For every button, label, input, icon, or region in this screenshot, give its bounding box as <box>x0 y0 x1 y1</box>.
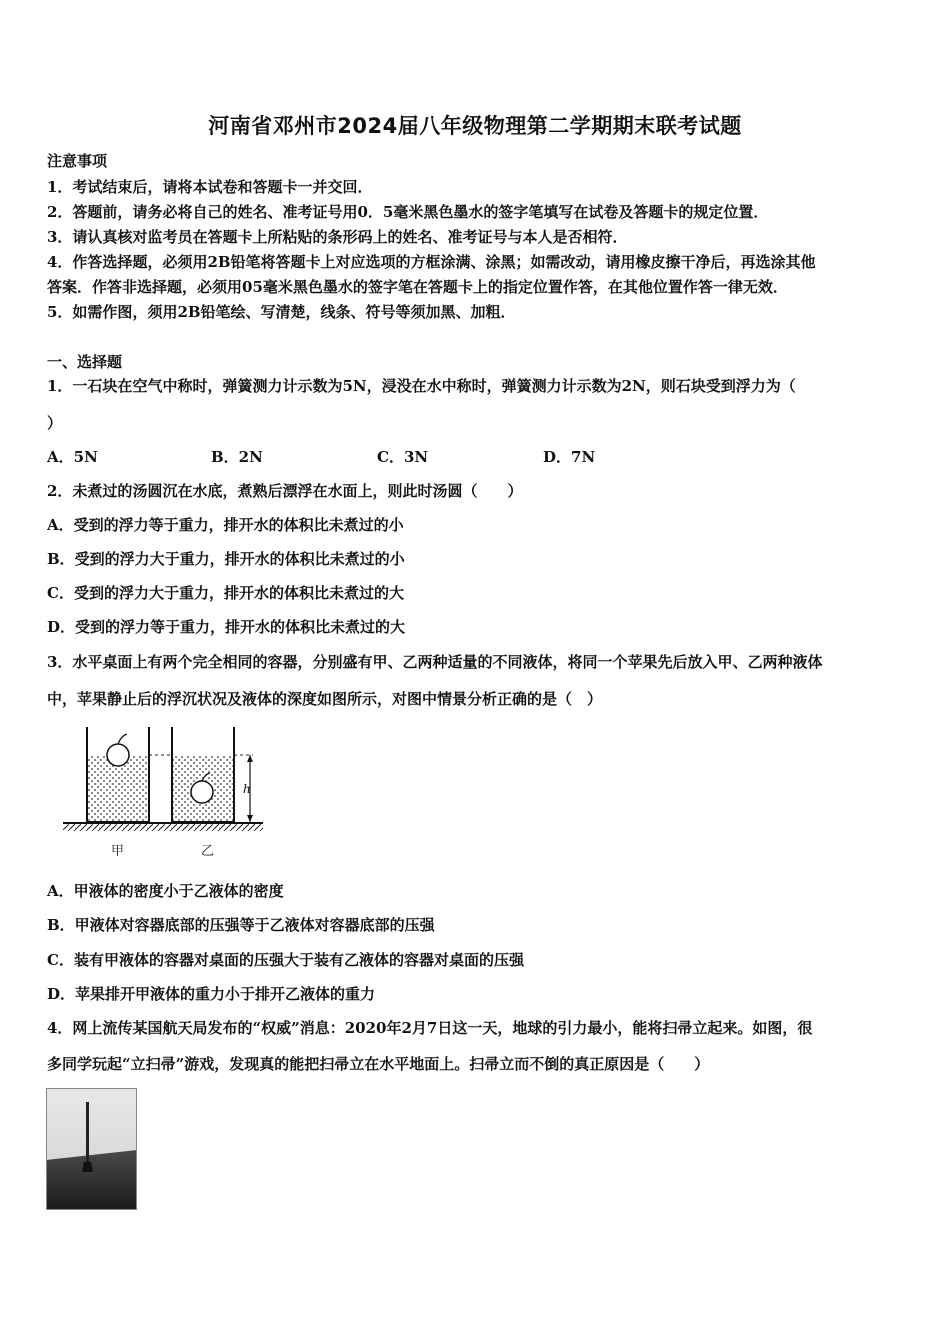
apple-suspended <box>191 781 213 803</box>
notice-item: 5．如需作图，须用2B铅笔绘、写清楚，线条、符号等须加黑、加粗． <box>47 303 516 321</box>
q1-option-d: D．7N <box>543 448 596 466</box>
q4-broom-photo <box>46 1088 137 1210</box>
page-title: 河南省邓州市2024届八年级物理第二学期期末联考试题 <box>208 114 742 138</box>
q3-containers-figure <box>45 722 275 862</box>
q2-option-d: D．受到的浮力等于重力，排开水的体积比未煮过的大 <box>47 618 406 636</box>
q3-stem: 3．水平桌面上有两个完全相同的容器，分别盛有甲、乙两种适量的不同液体，将同一个苹果先后放入甲、乙两种液体 <box>47 653 823 671</box>
table-surface <box>63 824 263 831</box>
notice-item: 2．答题前，请务必将自己的姓名、准考证号用0．5毫米黑色墨水的签字笔填写在试卷及答题卡的规定位置． <box>47 203 769 221</box>
q2-option-c: C．受到的浮力大于重力，排开水的体积比未煮过的大 <box>47 584 404 602</box>
label-yi: 乙 <box>201 844 215 859</box>
q3-option-a: A．甲液体的密度小于乙液体的密度 <box>47 882 284 900</box>
q1-option-c: C．3N <box>377 448 429 466</box>
notice-heading: 注意事项 <box>47 152 108 170</box>
depth-label: h <box>243 782 251 796</box>
notice-item: 3．请认真核对监考员在答题卡上所粘贴的条形码上的姓名、准考证号与本人是否相符． <box>47 228 628 246</box>
q4-stem-cont: 多同学玩起“立扫帚”游戏，发现真的能把扫帚立在水平地面上。扫帚立而不倒的真正原因是（ ） <box>47 1055 710 1073</box>
label-jia: 甲 <box>111 844 125 859</box>
q4-stem: 4．网上流传某国航天局发布的“权威”消息：2020年2月7日这一天，地球的引力最小，能将扫帚立起来。如图，很 <box>47 1019 813 1037</box>
q2-option-b: B．受到的浮力大于重力，排开水的体积比未煮过的小 <box>47 550 405 568</box>
q3-option-c: C．装有甲液体的容器对桌面的压强大于装有乙液体的容器对桌面的压强 <box>47 951 524 969</box>
q2-option-a: A．受到的浮力等于重力，排开水的体积比未煮过的小 <box>47 516 404 534</box>
notice-item: 1．考试结束后，请将本试卷和答题卡一并交回． <box>47 178 373 196</box>
section-heading: 一、选择题 <box>47 353 123 371</box>
floor <box>46 1150 137 1210</box>
broom-handle <box>86 1102 89 1164</box>
q3-stem-cont: 中，苹果静止后的浮沉状况及液体的深度如图所示，对图中情景分析正确的是（ ） <box>47 690 603 708</box>
q1-stem-cont: ） <box>47 414 63 432</box>
q3-option-b: B．甲液体对容器底部的压强等于乙液体对容器底部的压强 <box>47 916 435 934</box>
q3-option-d: D．苹果排开甲液体的重力小于排开乙液体的重力 <box>47 985 376 1003</box>
q1-stem: 1．一石块在空气中称时，弹簧测力计示数为5N，浸没在水中称时，弹簧测力计示数为2N，则石块受到浮力为（ <box>47 377 796 395</box>
notice-item: 4．作答选择题，必须用2B铅笔将答题卡上对应选项的方框涂满、涂黑；如需改动，请用橡皮擦干净后，再选涂其他 <box>47 253 816 271</box>
q2-stem: 2．未煮过的汤圆沉在水底，煮熟后漂浮在水面上，则此时汤圆（ ） <box>47 482 523 500</box>
apple-floating <box>107 744 129 766</box>
q1-option-a: A．5N <box>47 448 98 466</box>
notice-item: 答案．作答非选择题，必须用05毫米黑色墨水的签字笔在答题卡上的指定位置作答，在其他位置作答一律无效． <box>47 278 788 296</box>
q1-option-b: B．2N <box>211 448 263 466</box>
